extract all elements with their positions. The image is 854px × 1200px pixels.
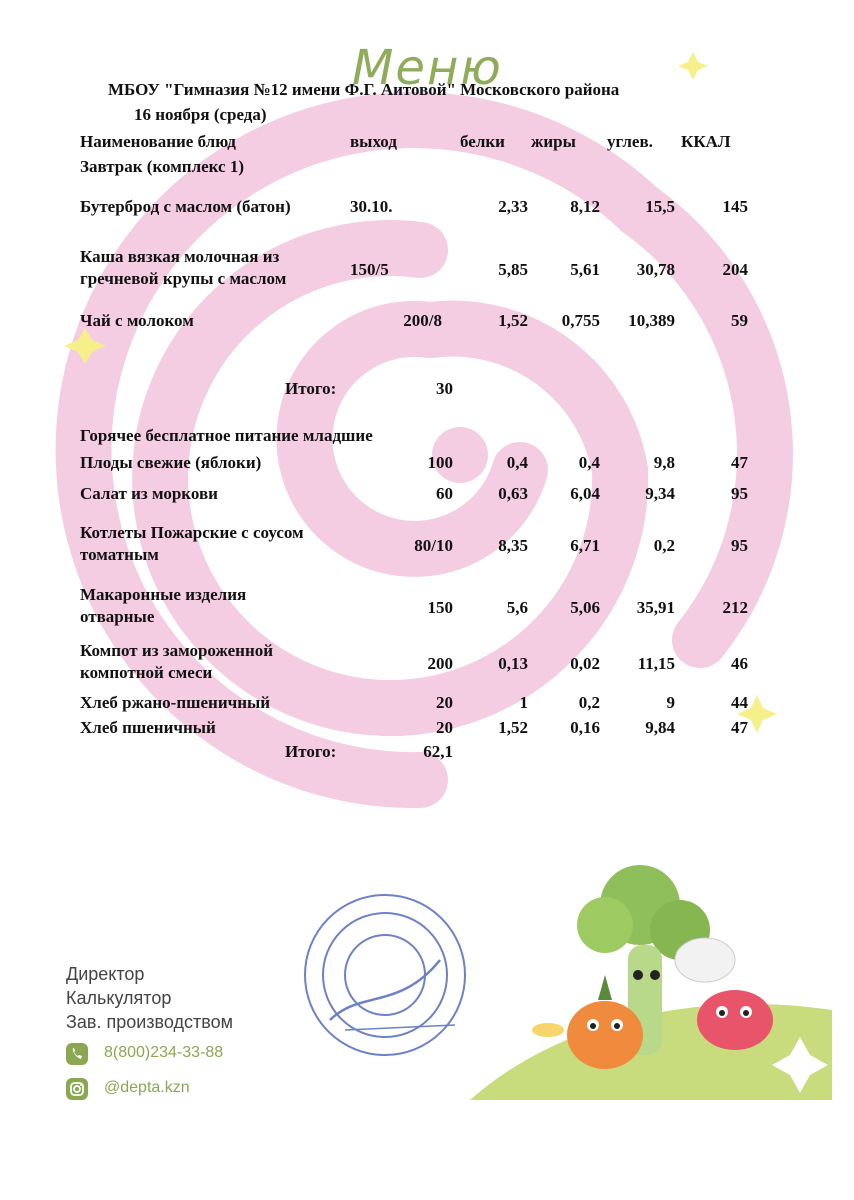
dish-kcal: 95 [731,484,748,503]
instagram-icon [66,1078,88,1100]
dish-carbs: 9,34 [645,484,675,503]
dish-protein: 1,52 [498,311,528,330]
phone-number[interactable]: 8(800)234-33-88 [104,1044,224,1061]
dish-name: Каша вязкая молочная из гречневой крупы с маслом [80,247,287,288]
dish-output: 80/10 [414,536,453,555]
dish-name: Салат из моркови [80,484,218,503]
total-label: Итого: [285,379,337,398]
dish-kcal: 212 [722,598,748,617]
instagram-handle[interactable]: @depta.kzn [104,1079,190,1096]
section-title-breakfast: Завтрак (комплекс 1) [80,157,244,176]
dish-carbs: 9 [666,693,675,712]
dish-kcal: 44 [731,693,748,712]
dish-name: Макаронные изделия отварные [80,585,247,626]
dish-protein: 5,85 [498,260,528,279]
dish-name: Плоды свежие (яблоки) [80,453,262,472]
dish-output: 30.10. [350,197,393,216]
dish-protein: 0,63 [498,484,528,503]
dish-output: 200 [427,654,453,673]
dish-carbs: 11,15 [637,654,675,673]
dish-output: 60 [436,484,453,503]
footer-role-calculator: Калькулятор [66,988,172,1008]
dish-name: Чай с молоком [80,311,194,330]
dish-name: Бутерброд с маслом (батон) [80,197,291,216]
dish-carbs: 0,2 [653,536,675,555]
dish-kcal: 145 [722,197,748,216]
dish-carbs: 35,91 [636,598,675,617]
dish-output: 150/5 [350,260,389,279]
col-header-carbs: углев. [607,132,653,151]
school-title: МБОУ "Гимназия №12 имени Ф.Г. Аитовой" Московского района [108,80,620,99]
dish-protein: 8,35 [498,536,528,555]
dish-protein: 2,33 [498,197,528,216]
dish-fat: 0,16 [570,718,600,737]
col-header-output: выход [350,132,397,151]
footer-role-production: Зав. производством [66,1012,233,1032]
col-header-kcal: ККАЛ [681,132,731,151]
dish-fat: 6,71 [570,536,600,555]
dish-protein: 1 [519,693,528,712]
dish-fat: 0,2 [578,693,600,712]
dish-output: 150 [427,598,453,617]
dish-fat: 8,12 [570,197,600,216]
dish-carbs: 30,78 [636,260,675,279]
dish-fat: 5,61 [570,260,600,279]
dish-kcal: 47 [731,718,748,737]
footer-role-director: Директор [66,964,145,984]
dish-fat: 6,04 [570,484,600,503]
dish-kcal: 46 [731,654,748,673]
col-header-fat: жиры [531,132,576,151]
dish-carbs: 9,8 [653,453,675,472]
dish-name: Хлеб пшеничный [80,718,216,737]
dish-output: 100 [427,453,453,472]
dish-kcal: 59 [731,311,748,330]
dish-carbs: 15,5 [645,197,675,216]
dish-fat: 0,02 [570,654,600,673]
dish-carbs: 9,84 [645,718,675,737]
menu-date: 16 ноября (среда) [134,105,267,124]
total-label: Итого: [285,742,337,761]
col-header-name: Наименование блюд [80,132,236,151]
dish-protein: 5,6 [506,598,528,617]
dish-protein: 1,52 [498,718,528,737]
dish-name: Хлеб ржано-пшеничный [80,693,271,712]
total-value: 30 [436,379,453,398]
dish-fat: 0,4 [578,453,600,472]
dish-name: Котлеты Пожарские с соусом томатным [80,523,304,564]
section-title-lunch: Горячее бесплатное питание младшие [80,426,373,445]
dish-carbs: 10,389 [628,311,675,330]
dish-output: 200/8 [403,311,442,330]
dish-name: Компот из замороженной компотной смеси [80,641,274,682]
dish-fat: 5,06 [570,598,600,617]
dish-kcal: 204 [722,260,748,279]
dish-fat: 0,755 [561,311,600,330]
phone-icon [66,1043,88,1065]
menu-logo: Меню [352,40,503,96]
dish-kcal: 47 [731,453,748,472]
col-header-protein: белки [460,132,505,151]
dish-protein: 0,13 [498,654,528,673]
official-stamp [305,895,465,1055]
total-value: 62,1 [423,742,453,761]
star-icon [678,52,708,80]
dish-output: 20 [436,718,453,737]
dish-protein: 0,4 [506,453,528,472]
dish-kcal: 95 [731,536,748,555]
dish-output: 20 [436,693,453,712]
